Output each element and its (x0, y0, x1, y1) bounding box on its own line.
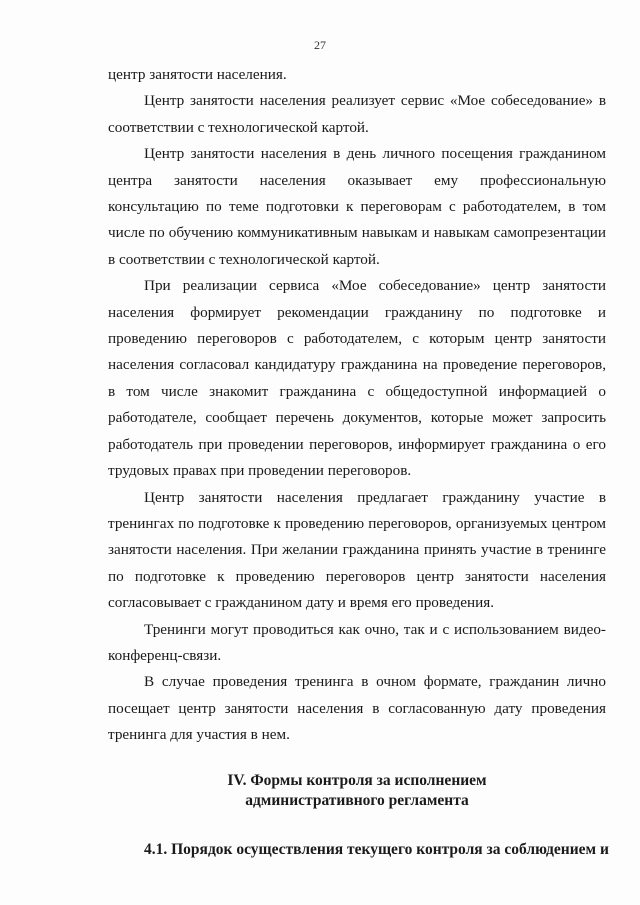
paragraph-1: центр занятости населения. (108, 66, 287, 83)
subsection-heading: 4.1. Порядок осуществления текущего контроля за соблюдением и (144, 840, 609, 858)
paragraph-3: Центр занятости населения в день личного посещения гражданином центра занятости населения оказывает ему профессиональную консультацию по теме подготовки к переговорам с работодателем, в том числе по обучению коммуникативным навыкам и навыкам самопрезентации в соответствии с технологической картой. (108, 145, 606, 268)
paragraph-5: Центр занятости населения предлагает гражданину участие в тренингах по подготовке к проведению переговоров, организуемых центром занятости населения. При желании гражданина принять участие в тренинге по подготовке к проведению переговоров центр занятости населения согласовывает с гражданином дату и время его проведения. (108, 488, 606, 612)
section-heading-line-2: административного регламента (245, 791, 469, 809)
section-heading-line-1: IV. Формы контроля за исполнением (227, 771, 487, 789)
page-number: 27 (314, 38, 326, 52)
document-body (108, 62, 609, 861)
section-heading (108, 771, 606, 811)
paragraph-4: При реализации сервиса «Мое собеседование» центр занятости населения формирует рекомендации гражданину по подготовке и проведению переговоров с работодателем, с которым центр занятости населения согласовал кандидатуру гражданина на проведение переговоров, в том числе знакомит гражданина с общедоступной информацией о работодателе, сообщает перечень документов, которые может запросить работодатель при проведении переговоров, информирует гражданина о его трудовых правах при проведении переговоров. (108, 277, 606, 480)
paragraph-7: В случае проведения тренинга в очном формате, гражданин лично посещает центр занятости населения в согласованную дату проведения тренинга для участия в нем. (108, 673, 606, 744)
paragraph-2: Центр занятости населения реализует сервис «Мое собеседование» в соответствии с технологической картой. (108, 92, 606, 136)
paragraph-6: Тренинги могут проводиться как очно, так и с использованием видео-конференц-связи. (108, 620, 606, 664)
